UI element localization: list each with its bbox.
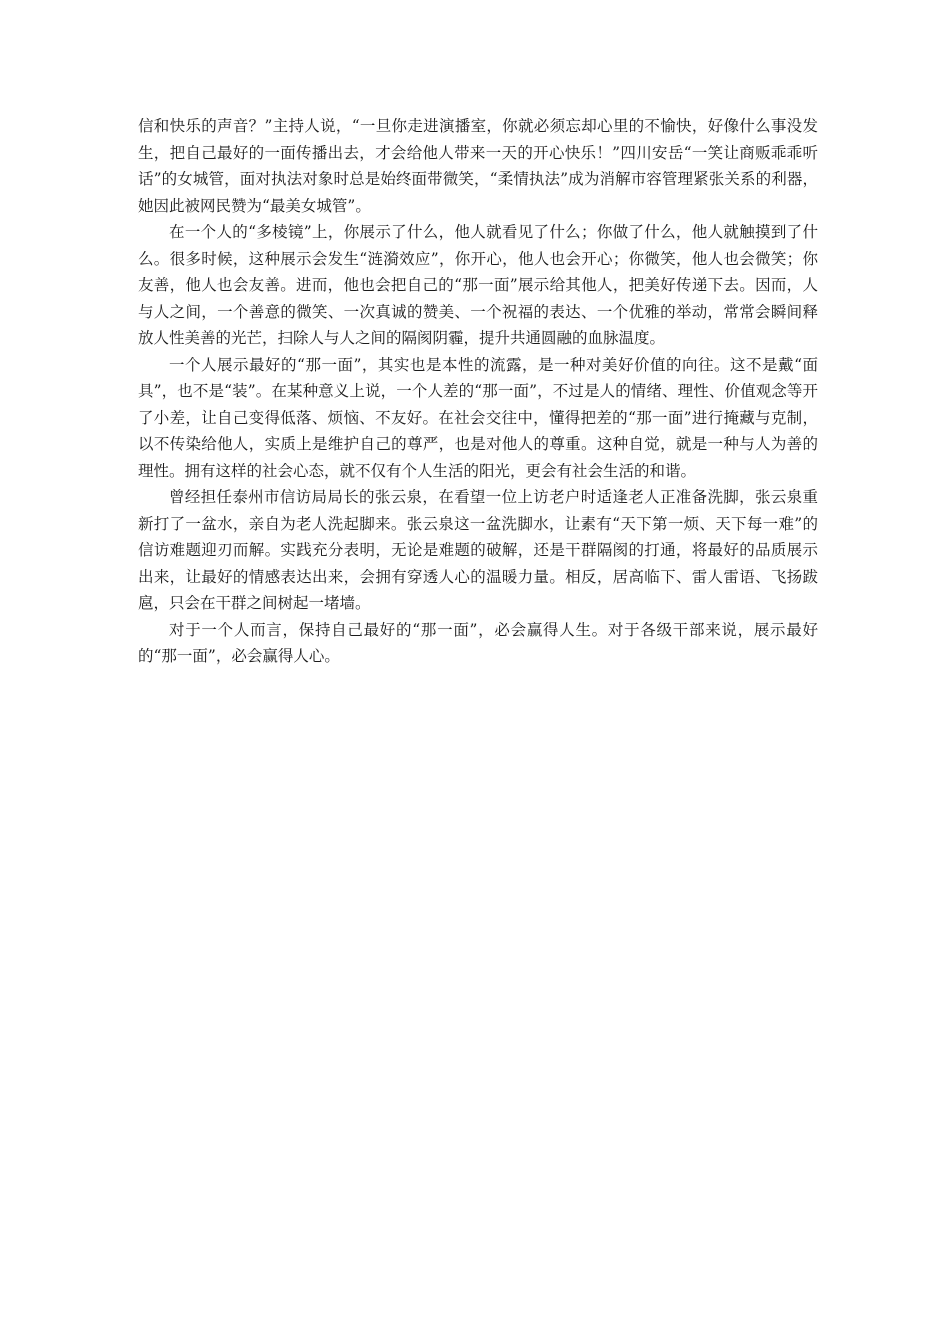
paragraph-5: 对于一个人而言，保持自己最好的“那一面”，必会赢得人生。对于各级干部来说，展示最好的“那一面”，必会赢得人心。 <box>138 620 818 665</box>
article-body <box>138 113 818 670</box>
paragraph-4: 曾经担任泰州市信访局局长的张云泉，在看望一位上访老户时适逢老人正准备洗脚，张云泉重新打了一盆水，亲自为老人洗起脚来。张云泉这一盆洗脚水，让素有“天下第一烦、天下每一难”的信访难题迎刃而解。实践充分表明，无论是难题的破解，还是干群隔阂的打通，将最好的品质展示出来，让最好的情感表达出来，会拥有穿透人心的温暖力量。相反，居高临下、雷人雷语、飞扬跋扈，只会在干群之间树起一堵墙。 <box>138 488 818 612</box>
paragraph-3: 一个人展示最好的“那一面”，其实也是本性的流露，是一种对美好价值的向往。这不是戴“面具”，也不是“装”。在某种意义上说，一个人差的“那一面”，不过是人的情绪、理性、价值观念等开了小差，让自己变得低落、烦恼、不友好。在社会交往中，懂得把差的“那一面”进行掩藏与克制，以不传染给他人，实质上是维护自己的尊严，也是对他人的尊重。这种自觉，就是一种与人为善的理性。拥有这样的社会心态，就不仅有个人生活的阳光，更会有社会生活的和谐。 <box>138 355 818 480</box>
paragraph-2: 在一个人的“多棱镜”上，你展示了什么，他人就看见了什么；你做了什么，他人就触摸到了什么。很多时候，这种展示会发生“涟漪效应”，你开心，他人也会开心；你微笑，他人也会微笑；你友善，他人也会友善。进而，他也会把自己的“那一面”展示给其他人，把美好传递下去。因而，人与人之间，一个善意的微笑、一次真诚的赞美、一个祝福的表达、一个优雅的举动，常常会瞬间释放人性美善的光芒，扫除人与人之间的隔阂阴霾，提升共通圆融的血脉温度。 <box>138 223 818 347</box>
paragraph-1: 信和快乐的声音？”主持人说，“一旦你走进演播室，你就必须忘却心里的不愉快，好像什么事没发生，把自己最好的一面传播出去，才会给他人带来一天的开心快乐！”四川安岳“一笑让商贩乖乖听话”的女城管，面对执法对象时总是始终面带微笑，“柔情执法”成为消解市容管理紧张关系的利器，她因此被网民赞为“最美女城管”。 <box>138 117 818 215</box>
